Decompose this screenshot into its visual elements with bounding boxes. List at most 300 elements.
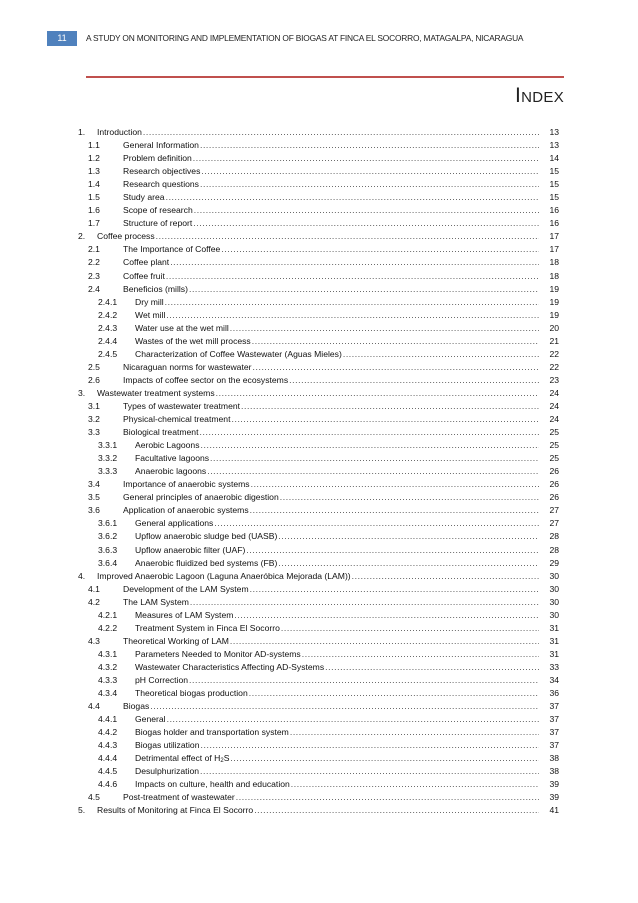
toc-page-number: 13 [549,140,559,151]
toc-number: 1.1 [88,140,100,151]
toc-title-with-leader [97,126,539,139]
dot-leader [234,609,539,622]
toc-entry[interactable] [0,270,638,283]
dot-leader [230,752,539,765]
toc-entry[interactable] [0,739,638,752]
toc-page-number: 30 [549,596,559,607]
toc-entry[interactable] [0,570,638,583]
dot-leader [241,400,539,413]
toc-title: Coffee fruit [123,270,165,281]
toc-page-number: 22 [549,348,559,359]
dot-leader [278,530,539,543]
table-of-contents [0,126,638,817]
toc-entry[interactable] [0,517,638,530]
toc-title-with-leader [135,439,539,452]
toc-number: 2.4.5 [98,348,118,359]
dot-leader [150,700,539,713]
toc-title: Theoretical Working of LAM [123,635,229,646]
toc-title: Scope of research [123,205,193,216]
toc-number: 3.3 [88,427,100,438]
toc-title-with-leader [123,256,539,269]
toc-entry[interactable] [0,700,638,713]
toc-title-with-leader [135,609,539,622]
dot-leader [189,283,539,296]
toc-title-with-leader [135,322,539,335]
toc-title-with-leader [123,504,539,517]
dot-leader [278,557,539,570]
toc-number: 4.2.2 [98,622,118,633]
toc-number: 4.3.1 [98,648,118,659]
toc-entry[interactable] [0,322,638,335]
toc-entry[interactable] [0,752,638,765]
toc-entry[interactable] [0,165,638,178]
toc-page-number: 21 [549,335,559,346]
toc-number: 1.5 [88,192,100,203]
dot-leader [343,348,539,361]
page-title: Index [514,84,564,107]
toc-title: Beneficios (mills) [123,283,188,294]
toc-title: Introduction [97,127,142,137]
toc-page-number: 15 [549,192,559,203]
toc-number: 4. [78,570,86,581]
toc-entry[interactable] [0,478,638,491]
toc-page-number: 37 [549,727,559,738]
dot-leader [166,270,539,283]
dot-leader [200,765,539,778]
toc-number: 3. [78,387,86,398]
dot-leader [250,504,539,517]
toc-page-number: 19 [549,283,559,294]
dot-leader [280,491,539,504]
toc-page-number: 19 [549,309,559,320]
toc-page-number: 20 [549,322,559,333]
toc-title: Desulphurization [135,766,200,777]
dot-leader [210,452,539,465]
toc-title-with-leader [135,557,539,570]
toc-title: General [135,714,166,725]
toc-entry[interactable] [0,504,638,517]
toc-title: Problem definition [123,153,192,164]
toc-number: 3.6.3 [98,544,118,555]
toc-title: General applications [135,518,214,529]
toc-page-number: 26 [549,492,559,503]
dot-leader [252,361,539,374]
dot-leader [251,478,539,491]
toc-page-number: 15 [549,166,559,177]
toc-page-number: 25 [549,453,559,464]
dot-leader [200,178,539,191]
toc-page-number: 39 [549,792,559,803]
toc-page-number: 17 [549,231,559,242]
toc-number: 2.3 [88,270,100,281]
toc-page-number: 13 [549,127,559,137]
toc-number: 3.5 [88,492,100,503]
toc-entry[interactable] [0,335,638,348]
toc-entry[interactable] [0,530,638,543]
toc-title: Study area [123,192,165,203]
dot-leader [166,309,539,322]
toc-page-number: 37 [549,701,559,712]
toc-title: Coffee process [97,231,155,242]
toc-page-number: 24 [549,414,559,425]
toc-title: Research questions [123,179,199,190]
toc-title-with-leader [123,217,539,230]
toc-title: Improved Anaerobic Lagoon (Laguna Anaeróbica Mejorada (LAM)) [97,570,351,581]
toc-title-with-leader [135,309,539,322]
toc-entry[interactable] [0,452,638,465]
toc-entry[interactable] [0,243,638,256]
toc-title: Measures of LAM System [135,609,234,620]
toc-page-number: 25 [549,440,559,451]
toc-entry[interactable] [0,204,638,217]
dot-leader [207,465,539,478]
toc-number: 4.4.2 [98,727,118,738]
toc-entry[interactable] [0,152,638,165]
toc-title-with-leader [135,452,539,465]
toc-page-number: 18 [549,257,559,268]
toc-title-with-leader [123,374,539,387]
toc-number: 2.5 [88,361,100,372]
toc-page-number: 18 [549,270,559,281]
toc-title: Structure of report [123,218,193,229]
toc-entry[interactable] [0,283,638,296]
toc-title: Biogas utilization [135,740,200,751]
toc-page-number: 24 [549,387,559,398]
toc-entry[interactable] [0,465,638,478]
toc-title: Anaerobic fluidized bed systems (FB) [135,557,278,568]
toc-page-number: 15 [549,179,559,190]
toc-entry[interactable] [0,635,638,648]
toc-number: 4.4 [88,701,100,712]
dot-leader [143,126,539,139]
toc-title: Anaerobic lagoons [135,466,207,477]
toc-page-number: 31 [549,622,559,633]
toc-title: Application of anaerobic systems [123,505,249,516]
toc-title: Importance of anaerobic systems [123,479,250,490]
toc-title-with-leader [123,413,539,426]
toc-entry[interactable] [0,765,638,778]
toc-title-with-leader [135,739,539,752]
toc-page-number: 37 [549,714,559,725]
toc-title-with-leader [135,765,539,778]
toc-page-number: 27 [549,518,559,529]
toc-entry[interactable] [0,439,638,452]
dot-leader [156,230,539,243]
dot-leader [170,256,539,269]
toc-title: Impacts of coffee sector on the ecosystems [123,374,289,385]
toc-title-with-leader [135,465,539,478]
dot-leader [252,335,539,348]
toc-title: Development of the LAM System [123,583,249,594]
toc-number: 3.3.2 [98,453,118,464]
toc-page-number: 17 [549,244,559,255]
toc-page-number: 33 [549,661,559,672]
toc-page-number: 29 [549,557,559,568]
toc-number: 1.2 [88,153,100,164]
toc-number: 4.4.4 [98,753,118,764]
dot-leader [193,152,539,165]
toc-title-with-leader [135,335,539,348]
toc-title-with-leader [135,530,539,543]
toc-title: Biogas holder and transportation system [135,727,289,738]
dot-leader [194,204,539,217]
toc-number: 4.2.1 [98,609,118,620]
toc-title: Treatment System in Finca El Socorro [135,622,280,633]
toc-number: 3.2 [88,414,100,425]
dot-leader [246,544,539,557]
toc-page-number: 37 [549,740,559,751]
toc-page-number: 38 [549,753,559,764]
toc-title: The Importance of Coffee [123,244,221,255]
dot-leader [166,191,539,204]
toc-entry[interactable] [0,374,638,387]
toc-title-with-leader [123,283,539,296]
dot-leader [221,243,539,256]
toc-number: 1.3 [88,166,100,177]
toc-number: 4.4.6 [98,779,118,790]
dot-leader [193,217,539,230]
toc-number: 1. [78,127,86,137]
toc-title-with-leader [97,804,539,817]
toc-page-number: 30 [549,570,559,581]
toc-title: Physical-chemical treatment [123,414,231,425]
toc-title-with-leader [123,361,539,374]
toc-number: 4.3 [88,635,100,646]
toc-number: 4.1 [88,583,100,594]
toc-title: Impacts on culture, health and education [135,779,290,790]
toc-number: 3.6.2 [98,531,118,542]
toc-entry[interactable] [0,309,638,322]
toc-entry[interactable] [0,778,638,791]
dot-leader [290,726,539,739]
toc-page-number: 30 [549,583,559,594]
dot-leader [231,413,539,426]
toc-entry[interactable] [0,791,638,804]
toc-title: Wastes of the wet mill process [135,335,251,346]
toc-number: 1.6 [88,205,100,216]
toc-entry[interactable] [0,296,638,309]
dot-leader [236,791,539,804]
dot-leader [302,648,539,661]
running-header-title: A STUDY ON MONITORING AND IMPLEMENTATION OF BIOGAS AT FINCA EL SOCORRO, MATAGALPA, NICARAGUA [86,33,524,43]
toc-title: Dry mill [135,296,164,307]
dot-leader [230,322,539,335]
toc-title: Detrimental effect of $H_2S$ [135,753,230,765]
toc-entry[interactable] [0,217,638,230]
dot-leader [230,635,539,648]
toc-entry[interactable] [0,804,638,817]
toc-page-number: 41 [549,805,559,816]
toc-title-with-leader [135,517,539,530]
toc-title-with-leader [123,152,539,165]
toc-entry[interactable] [0,622,638,635]
toc-title-with-leader [123,191,539,204]
dot-leader [289,374,539,387]
toc-page-number: 38 [549,766,559,777]
toc-title: Water use at the wet mill [135,322,229,333]
toc-title-with-leader [123,700,539,713]
toc-title-with-leader [123,204,539,217]
dot-leader [199,426,539,439]
toc-number: 2.4.1 [98,296,118,307]
toc-title-with-leader [135,661,539,674]
toc-entry[interactable] [0,387,638,400]
dot-leader [189,674,539,687]
toc-title: General principles of anaerobic digestion [123,492,279,503]
dot-leader [201,439,540,452]
toc-page-number: 28 [549,531,559,542]
dot-leader [254,804,539,817]
dot-leader [291,778,539,791]
toc-number: 1.7 [88,218,100,229]
toc-number: 4.3.3 [98,674,118,685]
toc-title: Wastewater Characteristics Affecting AD-Systems [135,661,325,672]
toc-number: 2.2 [88,257,100,268]
toc-page-number: 34 [549,674,559,685]
toc-number: 4.4.3 [98,740,118,751]
toc-title: Coffee plant [123,257,170,268]
toc-title: Parameters Needed to Monitor AD-systems [135,648,301,659]
toc-entry[interactable] [0,583,638,596]
toc-page-number: 36 [549,688,559,699]
dot-leader [250,583,539,596]
toc-page-number: 14 [549,153,559,164]
toc-title-with-leader [123,635,539,648]
toc-page-number: 39 [549,779,559,790]
toc-page-number: 27 [549,505,559,516]
dot-leader [201,165,539,178]
toc-title-with-leader [135,348,539,361]
toc-title-with-leader [135,622,539,635]
toc-title: Characterization of Coffee Wastewater (Aguas Mieles) [135,348,342,359]
toc-number: 1.4 [88,179,100,190]
toc-title: The LAM System [123,596,189,607]
toc-title: Biogas [123,701,150,712]
dot-leader [165,296,539,309]
toc-entry[interactable] [0,674,638,687]
toc-number: 4.4.1 [98,714,118,725]
dot-leader [200,139,539,152]
toc-entry[interactable] [0,557,638,570]
toc-title: Facultative lagoons [135,453,210,464]
toc-page-number: 16 [549,218,559,229]
toc-entry[interactable] [0,178,638,191]
toc-entry[interactable] [0,596,638,609]
toc-entry[interactable] [0,491,638,504]
toc-title-with-leader [135,687,539,700]
toc-entry[interactable] [0,191,638,204]
toc-title-with-leader [123,270,539,283]
toc-number: 2.6 [88,374,100,385]
toc-title-with-leader [123,791,539,804]
toc-entry[interactable] [0,400,638,413]
toc-title: Wastewater treatment systems [97,387,215,398]
toc-title-with-leader [123,491,539,504]
toc-number: 4.4.5 [98,766,118,777]
toc-page-number: 24 [549,400,559,411]
toc-page-number: 22 [549,361,559,372]
toc-title: Research objectives [123,166,201,177]
toc-title-with-leader [135,713,539,726]
toc-title-with-leader [97,570,539,583]
toc-entry[interactable] [0,661,638,674]
toc-title-with-leader [123,596,539,609]
toc-number: 4.5 [88,792,100,803]
toc-number: 2. [78,231,86,242]
toc-title-with-leader [123,478,539,491]
header-rule [86,76,564,78]
toc-title-with-leader [123,400,539,413]
toc-title-with-leader [123,178,539,191]
toc-title: General Information [123,140,199,151]
dot-leader [214,517,539,530]
dot-leader [167,713,539,726]
toc-number: 2.1 [88,244,100,255]
toc-title: Theoretical biogas production [135,688,248,699]
toc-title-with-leader [135,726,539,739]
toc-entry[interactable] [0,348,638,361]
toc-number: 3.6 [88,505,100,516]
toc-number: 4.3.2 [98,661,118,672]
toc-number: 3.3.3 [98,466,118,477]
toc-number: 2.4.2 [98,309,118,320]
toc-title-with-leader [135,544,539,557]
toc-page-number: 30 [549,609,559,620]
toc-entry[interactable] [0,256,638,269]
toc-entry[interactable] [0,648,638,661]
toc-title: Wet mill [135,309,166,320]
dot-leader [190,596,539,609]
toc-page-number: 23 [549,374,559,385]
toc-entry[interactable] [0,413,638,426]
toc-title: Nicaraguan norms for wastewater [123,361,252,372]
toc-number: 3.6.4 [98,557,118,568]
toc-title: Types of wastewater treatment [123,400,241,411]
toc-title-with-leader [97,387,539,400]
toc-page-number: 26 [549,479,559,490]
dot-leader [281,622,539,635]
toc-entry[interactable] [0,139,638,152]
toc-entry[interactable] [0,361,638,374]
toc-title: pH Correction [135,674,189,685]
toc-number: 5. [78,805,86,816]
dot-leader [201,739,540,752]
toc-entry[interactable] [0,713,638,726]
toc-number: 3.6.1 [98,518,118,529]
toc-title: Upflow anaerobic filter (UAF) [135,544,246,555]
toc-entry[interactable] [0,687,638,700]
toc-page-number: 19 [549,296,559,307]
dot-leader [249,687,539,700]
toc-title-with-leader [135,752,539,765]
toc-number: 2.4.4 [98,335,118,346]
toc-entry[interactable] [0,126,638,139]
toc-number: 3.4 [88,479,100,490]
page-number-badge: 11 [47,31,77,46]
toc-entry[interactable] [0,426,638,439]
toc-entry[interactable] [0,544,638,557]
toc-title-with-leader [123,583,539,596]
toc-entry[interactable] [0,726,638,739]
toc-number: 3.3.1 [98,440,118,451]
toc-number: 4.3.4 [98,688,118,699]
toc-page-number: 31 [549,635,559,646]
toc-entry[interactable] [0,230,638,243]
toc-title-with-leader [123,165,539,178]
dot-leader [352,570,539,583]
toc-entry[interactable] [0,609,638,622]
toc-title-with-leader [135,648,539,661]
